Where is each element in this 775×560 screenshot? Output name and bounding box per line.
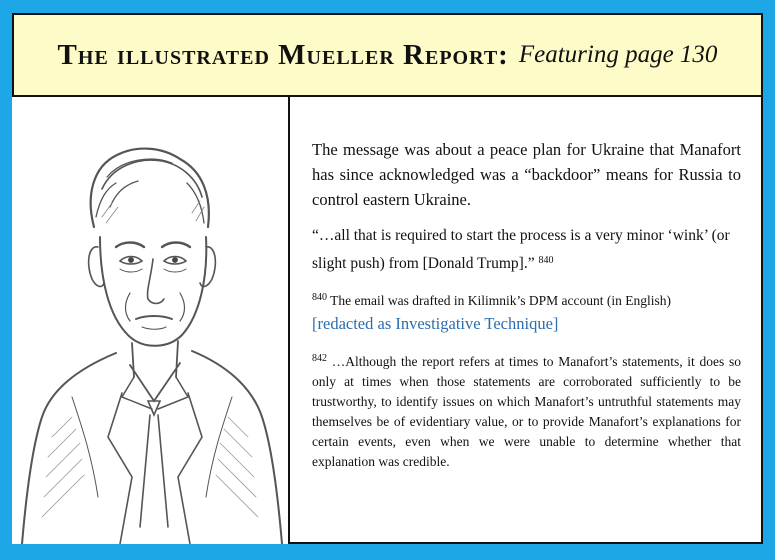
- page-title: The illustrated Mueller Report:: [57, 38, 509, 71]
- footnote-842-text: …Although the report refers at times to Manafort’s statements, it does so only at times when those statements are corroborated sufficiently to be trustworthy, to identify issues on which Manafort’s untruthful statements may themselves be of evidentiary value, or to provide Manafort’s explanations for certain events, even when we were unable to determine whether that explanation was credible.: [312, 354, 742, 469]
- redaction-note: [redacted as Investigative Technique]: [312, 314, 559, 333]
- footnote-840: [312, 288, 741, 335]
- header-banner: [12, 13, 763, 97]
- text-panel: [288, 97, 763, 544]
- footnote-842-number: 842: [312, 353, 327, 364]
- pencil-portrait-sketch: [12, 97, 288, 544]
- quote-paragraph: [312, 223, 741, 276]
- footnote-840-text: The email was drafted in Kilimnik’s DPM account (in English): [330, 293, 671, 308]
- quote-footnote-ref: 840: [538, 255, 554, 266]
- summary-paragraph: The message was about a peace plan for Ukraine that Manafort has since acknowledged was a “backdoor” means for Russia to control eastern Ukraine.: [312, 140, 741, 209]
- email-quote: “…all that is required to start the process is a very minor ‘wink’ (or slight push) from [Donald Trump].”: [312, 227, 730, 272]
- footnote-842: [312, 349, 741, 472]
- footnote-840-number: 840: [312, 292, 327, 303]
- page-subtitle: Featuring page 130: [518, 41, 718, 68]
- portrait-drawing: [12, 97, 288, 544]
